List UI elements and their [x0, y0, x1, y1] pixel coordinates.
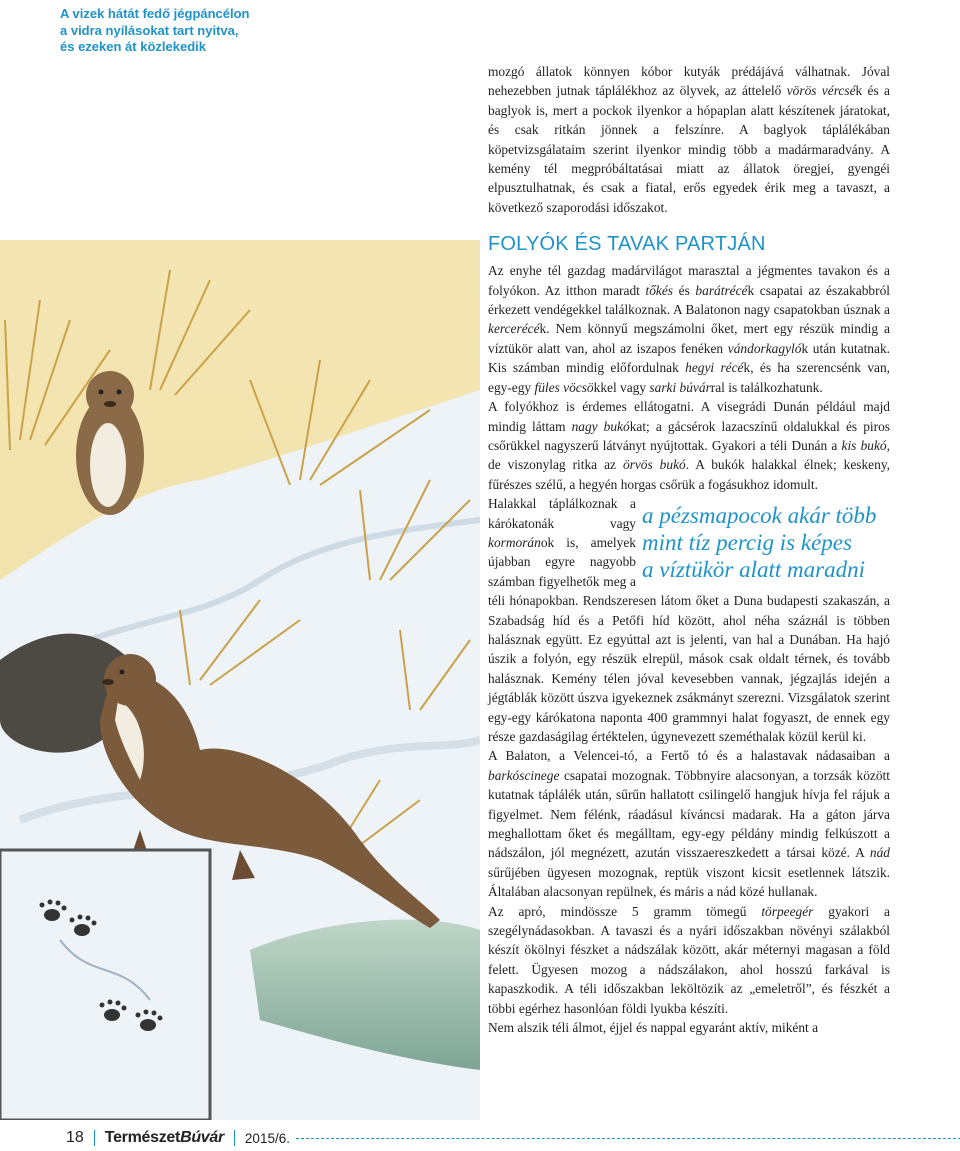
species-name: vörös vércsé [786, 83, 856, 99]
species-name: kis bukó [841, 437, 887, 453]
pull-quote-line: a pézsmapocok akár több [642, 503, 877, 529]
pull-quote [642, 502, 904, 583]
species-name: barkóscinege [488, 767, 560, 783]
species-name: törpeegér [761, 903, 814, 919]
pull-quote-line: mint tíz percig is képes [642, 530, 852, 556]
text-run: Halakkal táplálkoznak a kárókatonák vagy [488, 496, 636, 531]
otter-standing [76, 371, 144, 515]
footprint-inset [0, 850, 210, 1120]
species-name: nád [869, 845, 890, 861]
caption-line: és ezeken át közlekedik [60, 39, 206, 54]
species-name: vándorkagyló [727, 340, 802, 356]
text-run: . A bukók halakkal élnek; keskeny, fűrészes szélű, a hegyén horgas csőrük a fogásukhoz idomult. [488, 457, 890, 492]
text-run: csapatai mozognak. Többnyire alacsonyan, a torzsák között kutatnak táplálék után, sűrűn hallatott csilingelő hangjuk hívja fel rájuk a figyelmet. Nem félénk, ráadásul kíváncsi madarak. Ha a gáton járva meghallottam őket és megálltam, egy-egy példány mindig felkúszott a nádszálon, jól megnézett, azután visszaereszkedett a társai közé. A [488, 767, 890, 861]
page-number: 18 [66, 1129, 84, 1146]
pull-quote-line: a víztükör alatt maradni [642, 557, 865, 583]
text-run: ral is találkozhatunk. [710, 379, 823, 395]
section-heading: FOLYÓK ÉS TAVAK PARTJÁN [488, 233, 766, 256]
magazine-name [105, 1129, 224, 1147]
caption-line: a vidra nyílásokat tart nyitva, [60, 22, 239, 38]
paragraph [488, 1018, 890, 1037]
article-text [488, 62, 890, 1038]
magazine-name-part: Természet [104, 1129, 181, 1146]
species-name: örvös bukó [622, 457, 686, 473]
text-run: k. Nem könnyű megszámolni őket, mert egy részük mindig a víztükör alatt van, ahol az iszapos fenéken [488, 321, 890, 356]
text-run: A Balaton, a Velencei-tó, a Fertő tó és a halastavak nádasaiban a [488, 748, 890, 764]
text-run: kat; a gácsérok lazacszínű oldalukkal és piros csőrükkel nagyszerű látványt nyújtottak. Gyakori a téli Dunán a [488, 418, 890, 453]
species-name: sarki búvár [649, 379, 711, 395]
species-name: füles vöcsö [534, 379, 594, 395]
species-name: kercerécé [488, 321, 540, 337]
text-run: A folyókhoz is érdemes ellátogatni. A visegrádi Dunán például majd mindig láttam [488, 399, 890, 434]
species-name: nagy bukó [571, 418, 630, 434]
paragraph-intro [488, 62, 890, 217]
caption-line: A vizek hátát fedő jégpáncélon [60, 6, 250, 21]
text-run: sűrűjében ügyesen mozognak, reptük viszont kicsit esetlennek látszik. Általában alacsonyan repülnek, és máris a nád közé hullanak. [488, 864, 890, 900]
text-run: Nem alszik téli álmot, éjjel és nappal egyaránt aktív, miként a [488, 1020, 819, 1036]
text-run: Az apró, mindössze 5 gramm tömegű [488, 903, 762, 919]
footer-divider [234, 1130, 235, 1146]
magazine-name-part: Búvár [180, 1129, 224, 1146]
text-run: , de viszonylag ritka az [488, 437, 890, 473]
text-run: mozgó állatok könnyen kóbor kutyák prédájává válhatnak. Jóval nehezebben jutnak táplálékhoz az ölyvek, az áttelelő [488, 64, 890, 99]
paragraph [488, 746, 890, 901]
image-caption [60, 6, 280, 56]
page-footer [66, 1126, 960, 1150]
species-name: kormorán [488, 534, 541, 550]
species-name: tőkés [645, 282, 674, 298]
species-name: barátrécé [695, 282, 748, 298]
text-run: gyakori a szegélynádasokban. A tavaszi és a nyári időszakban növényi szálakból készít ökölnyi fészket a nádszálak között, akár méternyi magasan a föld felett. Ügyesen mozog a nádszálakon, ahol hosszú farkával is kapaszkodik. A téli időszakban leköltözik az „emeletről”, és fészkét a többi egérhez hasonlóan földi lyukba készíti. [488, 903, 890, 1016]
issue-number: 2015/6. [244, 1130, 290, 1146]
otter-illustration [0, 60, 480, 1120]
text-run: ok is, amelyek újabban egyre nagyobb számban figyelhetők meg a téli hónapokban. Rendszeresen látom őket a Duna budapesti szakaszán, a Szabadság híd és a Petőfi híd között, ahol néha százнál is többen halásznak együtt. Ez egyúttal azt is jelenti, van hal a Dunában. Ha hajó úszik a folyón, egy részük elrepül, mások csak oldalt térnek, és tovább halásznak. Kemény télen jóval kevesebben vannak, jégzajlás idején a jégtáblák között úszva igyekeznek zsákmányt szerezni. Vizsgálatok szerint egy-egy kárókatona naponta 400 grammnyi halat fogyaszt, de ennek egy része gazdaságilag értéktelen, úgynevezett szeméthalak közül kerül ki. [488, 534, 890, 744]
species-name: hegyi récé [685, 360, 744, 376]
footer-rule [296, 1138, 960, 1139]
text-run: k, és ha szerencsénk van, egy-egy [488, 360, 891, 395]
text-run: és [673, 282, 696, 298]
text-run: k után kutatnak. Kis számban mindig előfordulnak [488, 340, 890, 376]
paragraph [488, 261, 890, 397]
text-run: Az enyhe tél gazdag madárvilágot marasztal a jégmentes tavakon és a folyókon. Az itthon maradt [488, 263, 890, 298]
text-run: k csapatai az északabbról érkezett vendégekkel találkoznak. A Balatonon nagy csapatokban úsznak a [488, 282, 890, 318]
text-run: kkel vagy [593, 379, 650, 395]
paragraph [488, 902, 890, 1018]
paragraph [488, 397, 890, 494]
footer-divider [94, 1130, 95, 1146]
text-run: k és a baglyok is, mert a pockok ilyenkor a hópaplan alatt készítenek járatokat, és csak ritkán jönnek a felszínre. A baglyok táplálékában köpetvizsgálataim szerint ilyenkor mindig több a madármaradvány. A kemény tél megpróbáltatásai miatt az állatok öregjei, gyengéi elpusztulhatnak, és csak a fiatal, erős egyedek érik meg a tavaszt, a következő szaporodási időszakot. [488, 83, 890, 215]
